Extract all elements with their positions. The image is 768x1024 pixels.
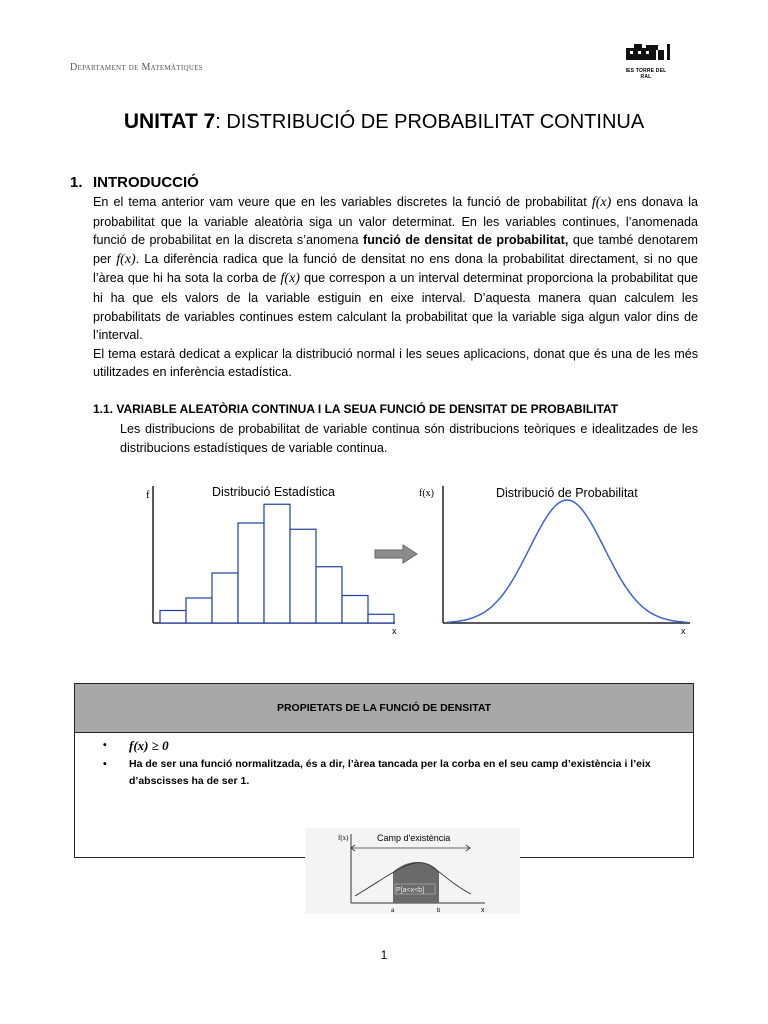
text-run: ens donava la probabilitat que la variable aleatòria siga un valor determinat. En les variables continues, l’anomenada funció de probabilitat en la discreta s’anomena [93,195,699,248]
bullet: • [103,739,107,751]
list-item [103,737,673,756]
density-curve [447,500,687,622]
text-run: En el tema anterior vam veure que en les variables discretes la funció de probabilitat [93,195,592,209]
section-number: 1. [70,174,83,191]
chart-title: Distribució Estadística [212,485,335,499]
properties-body [75,733,694,914]
logo-caption: IES TORRE DEL RAL [625,68,667,80]
histogram-bar [212,573,238,623]
properties-table [74,683,694,914]
page-title [0,110,768,134]
properties-heading: PROPIETATS DE LA FUNCIÓ DE DENSITAT [75,684,694,733]
text-run: . La diferència radica que la funció de densitat no ens dona la probabilitat directament, si no que l’àrea que hi ha sota la corba de [93,251,698,286]
x-axis-label: x [481,907,485,914]
section-heading [70,174,199,191]
histogram-bar [186,598,212,623]
title-rest: : DISTRIBUCIÓ DE PROBABILITAT CONTINUA [215,111,645,133]
math-fx: f(x) [116,251,136,267]
y-axis-label: f(x) [419,488,434,499]
math-fx: f(x) [591,195,612,210]
page-number: 1 [380,948,388,962]
y-axis-label: f(x) [338,834,349,842]
area-label: P[a<x<b] [396,887,425,894]
school-logo [620,42,672,80]
histogram-bar [368,614,394,623]
normal-curve-figure [415,478,695,638]
histogram-bar [160,611,186,624]
text-run: que correspon a un interval determinat proporciona la probabilitat que hi ha que els valors de la variable estiguin en eixe interval. D’aquesta manera quan calculem les probabilitats de variables continues estem calculant la probabilitat que la variable siga algun valor dins de l’interval. [93,271,698,343]
list-item [103,756,673,790]
intro-paragraph-2: El tema estarà dedicat a explicar la distribució normal i les seues aplicacions, donat que és una de les més utilitzades en inferència estadística. [93,346,698,380]
histogram-bar [238,523,264,623]
histogram-figure [143,478,398,638]
bold-term: funció de densitat de probabilitat, [363,233,569,248]
a-label: a [391,908,395,914]
intro-paragraph-1 [93,193,698,345]
math-fx: f(x) [280,271,300,287]
properties-list [103,737,673,790]
histogram-bar [316,567,342,623]
histogram-bar [342,596,368,624]
x-axis-label: x [681,626,686,636]
histogram-bar [264,504,290,623]
bullet: • [103,758,107,770]
property-normalized: Ha de ser una funció normalitzada, és a dir, l’àrea tancada per la corba en el seu camp d’existència i l’eix d’abscisses ha de ser 1. [129,758,651,787]
department-header: Departament de Matemàtiques [70,62,203,73]
intro-text [93,193,698,382]
b-label: b [437,908,441,914]
property-nonnegative: f(x) ≥ 0 [129,738,169,753]
chart-title: Distribució de Probabilitat [496,486,638,500]
arrow-icon [373,543,419,565]
histogram-bar [290,529,316,623]
subsection-text: Les distribucions de probabilitat de variable continua són distribucions teòriques e idealitzades de les distribucions estadístiques de variable continua. [120,422,698,455]
y-axis-label: f [146,489,150,501]
subsection-heading: 1.1. VARIABLE ALEATÒRIA CONTINUA I LA SEUA FUNCIÓ DE DENSITAT DE PROBABILITAT [93,402,619,416]
title-unit: UNITAT 7 [123,110,216,133]
section-title: INTRODUCCIÓ [93,174,199,191]
domain-area-figure [305,828,520,914]
text-run: que també denotarem per [93,233,699,266]
camp-title: Camp d'existència [377,833,451,843]
x-axis-label: x [392,626,397,636]
